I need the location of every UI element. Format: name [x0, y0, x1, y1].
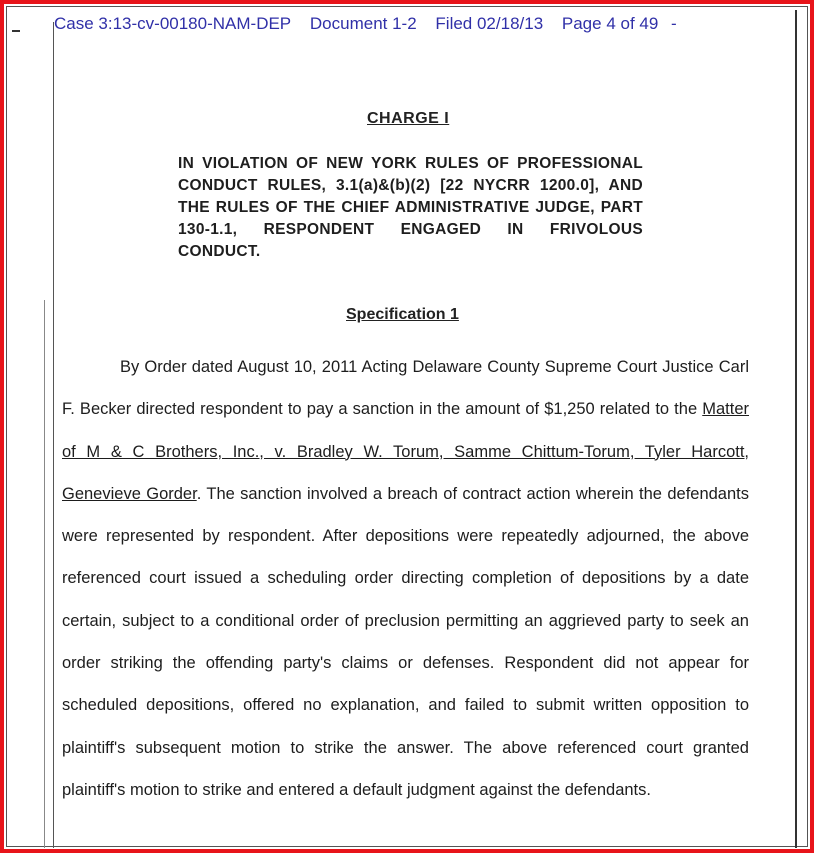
case-number: Case 3:13-cv-00180-NAM-DEP [54, 14, 292, 33]
body-text-rest: . The sanction involved a breach of contract action wherein the defendants were represented by respondent. After depositions were repeatedly adjourned, the above referenced court issued a scheduling order directing completion of depositions by a date certain, subject to a conditional order of preclusion permitting an aggrieved party to seek an order striking the offending party's claims or defenses. Respondent did not appear for scheduled depositions, offered no explanation, and failed to submit written opposition to plaintiff's subsequent motion to strike the answer. The above referenced court granted plaintiff's motion to strike and entered a default judgment against the defendants. [62, 484, 749, 799]
charge-statement: IN VIOLATION OF NEW YORK RULES OF PROFESSIONAL CONDUCT RULES, 3.1(a)&(b)(2) [22 NYCRR 1200.0], AND THE RULES OF THE CHIEF ADMINISTRATIVE JUDGE, PART 130-1.1, RESPONDENT ENGAGED IN FRIVOLOUS CONDUCT. [178, 155, 643, 260]
margin-line [53, 22, 54, 848]
header-trailing-dash: - [671, 14, 677, 33]
page-number: Page 4 of 49 [561, 14, 659, 33]
page-edge [795, 10, 797, 848]
specification-title: Specification 1 [346, 306, 459, 323]
filed-date: Filed 02/18/13 [435, 14, 544, 33]
specification-body [62, 346, 749, 811]
scan-mark [12, 30, 20, 32]
body-text-intro: By Order dated August 10, 2011 Acting Delaware County Supreme Court Justice Carl F. Becker directed respondent to pay a sanction in the amount of $1,250 related to the [62, 358, 749, 419]
filing-header-stamp [54, 14, 691, 34]
case-name: Matter of M & C Brothers, Inc., v. Bradley W. Torum, Samme Chittum-Torum, Tyler Harcott, Genevieve Gorder [62, 400, 749, 503]
margin-line-secondary [44, 300, 45, 848]
charge-title: CHARGE I [367, 110, 450, 127]
document-number: Document 1-2 [309, 14, 417, 33]
